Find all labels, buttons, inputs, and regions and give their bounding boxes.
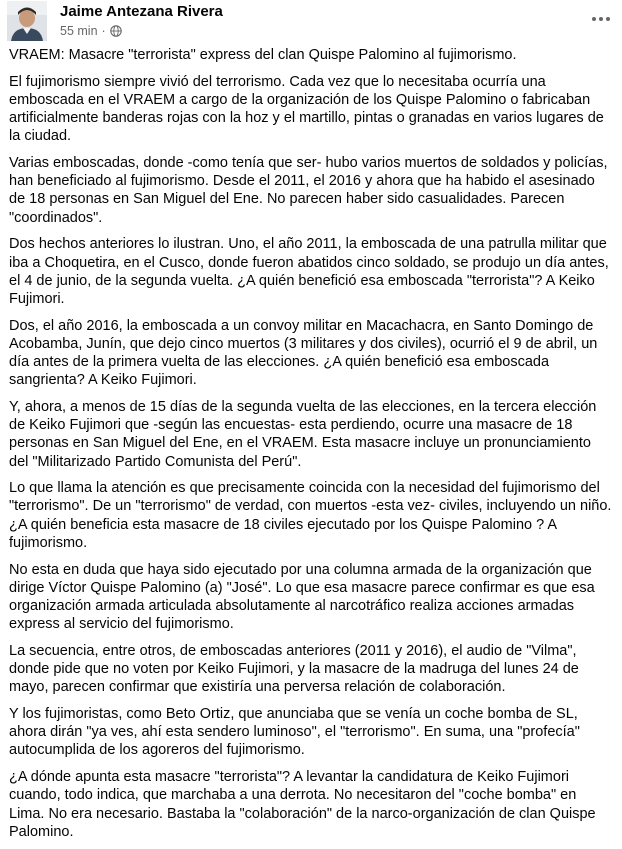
post-paragraph: Y los fujimoristas, como Beto Ortiz, que anunciaba que se venía un coche bomba de SL, ahora dirán "ya ves, ahí esta sendero luminoso", el "terrorismo". En suma, una "profecía" autocumplida de los agoreros del fujimorismo. [9, 706, 580, 759]
post-paragraph: No esta en duda que haya sido ejecutado por una columna armada de la organización que dirige Víctor Quispe Palomino (a) "José". Lo que esa masacre parece confirmar es que esa organización armada articulada absolutamente al narcotráfico realiza acciones armadas express al servicio del fujimorismo. [9, 561, 595, 633]
post-paragraph: La secuencia, entre otros, de emboscadas anteriores (2011 y 2016), el audio de "Vilma", donde pide que no voten por Keiko Fujimori, y la masacre de la madruga del lunes 24 de mayo, parecen confirmar que existiría una perversa relación de colaboración. [9, 642, 579, 696]
post-paragraph: El fujimorismo siempre vivió del terrorismo. Cada vez que lo necesitaba ocurría una emboscada en el VRAEM a cargo de la organización de los Quispe Palomino o fabricaban artificialmente banderas rojas con la hoz y el martillo, pintas o granadas en varios lugares de la ciudad. [9, 73, 604, 145]
more-options-icon [591, 16, 611, 22]
post-paragraph: Y, ahora, a menos de 15 días de la segunda vuelta de las elecciones, en la tercera elección de Keiko Fujimori que -según las encuestas- esta perdiendo, ocurre una masacre de 18 personas en San Miguel del Ene, en el VRAEM. Esta masacre incluye un pronunciamiento del "Militarizado Partido Comunista del Perú". [9, 398, 597, 470]
globe-icon[interactable] [110, 25, 122, 37]
post-header [0, 0, 622, 44]
post-paragraph: VRAEM: Masacre "terrorista" express del clan Quispe Palomino al fujimorismo. [9, 47, 517, 63]
post-paragraph: Varias emboscadas, donde -como tenía que ser- hubo varios muertos de soldados y policías, han beneficiado al fujimorismo. Desde el 2011, el 2016 y ahora que ha habido el asesinado de 18 personas en San Miguel del Ene. No parecen haber sido casualidades. Parecen "coordinados". [9, 155, 608, 226]
post-body [9, 46, 613, 849]
post-paragraph: ¿A dónde apunta esta masacre "terrorista"? A levantar la candidatura de Keiko Fujimori cuando, todo indica, que marchaba a una derrota. No necesitaron del "coche bomba" en Lima. No era necesario. Bastaba la "colaboración" de la narco-organización de clan Quispe Palomino. [9, 769, 596, 840]
more-options-button[interactable] [586, 4, 616, 34]
post-paragraph: Dos hechos anteriores lo ilustran. Uno, el año 2011, la emboscada de una patrulla militar que iba a Choquetira, en el Cusco, donde fueron abatidos cinco soldado, se produjo un día antes, el 4 de junio, de la segunda vuelta. ¿A quién benefició esa emboscada "terrorista"? A Keiko Fujimori. [9, 236, 609, 307]
post-paragraph: Dos, el año 2016, la emboscada a un convoy militar en Macachacra, en Santo Domingo de Acobamba, Junín, que dejo cinco muertos (3 militares y dos civiles), ocurrió el 9 de abril, un día antes de la primera vuelta de las elecciones. ¿A quién benefició esa emboscada sangrienta? A Keiko Fujimori. [9, 317, 598, 389]
avatar[interactable] [7, 1, 47, 41]
post-paragraph: Lo que llama la atención es que precisamente coincida con la necesidad del fujimorismo del "terrorismo". De un "terrorismo" de verdad, con muertos -esta vez- civiles, incluyendo un niño. ¿A quién beneficia esta masacre de 18 civiles ejecutado por los Quispe Palomino ? A fujimorismo. [9, 480, 612, 551]
post-meta [60, 24, 122, 38]
author-name[interactable]: Jaime Antezana Rivera [60, 3, 223, 20]
meta-separator: · [101, 24, 106, 38]
avatar-photo [7, 1, 47, 41]
post-timestamp[interactable]: 55 min [60, 24, 98, 38]
